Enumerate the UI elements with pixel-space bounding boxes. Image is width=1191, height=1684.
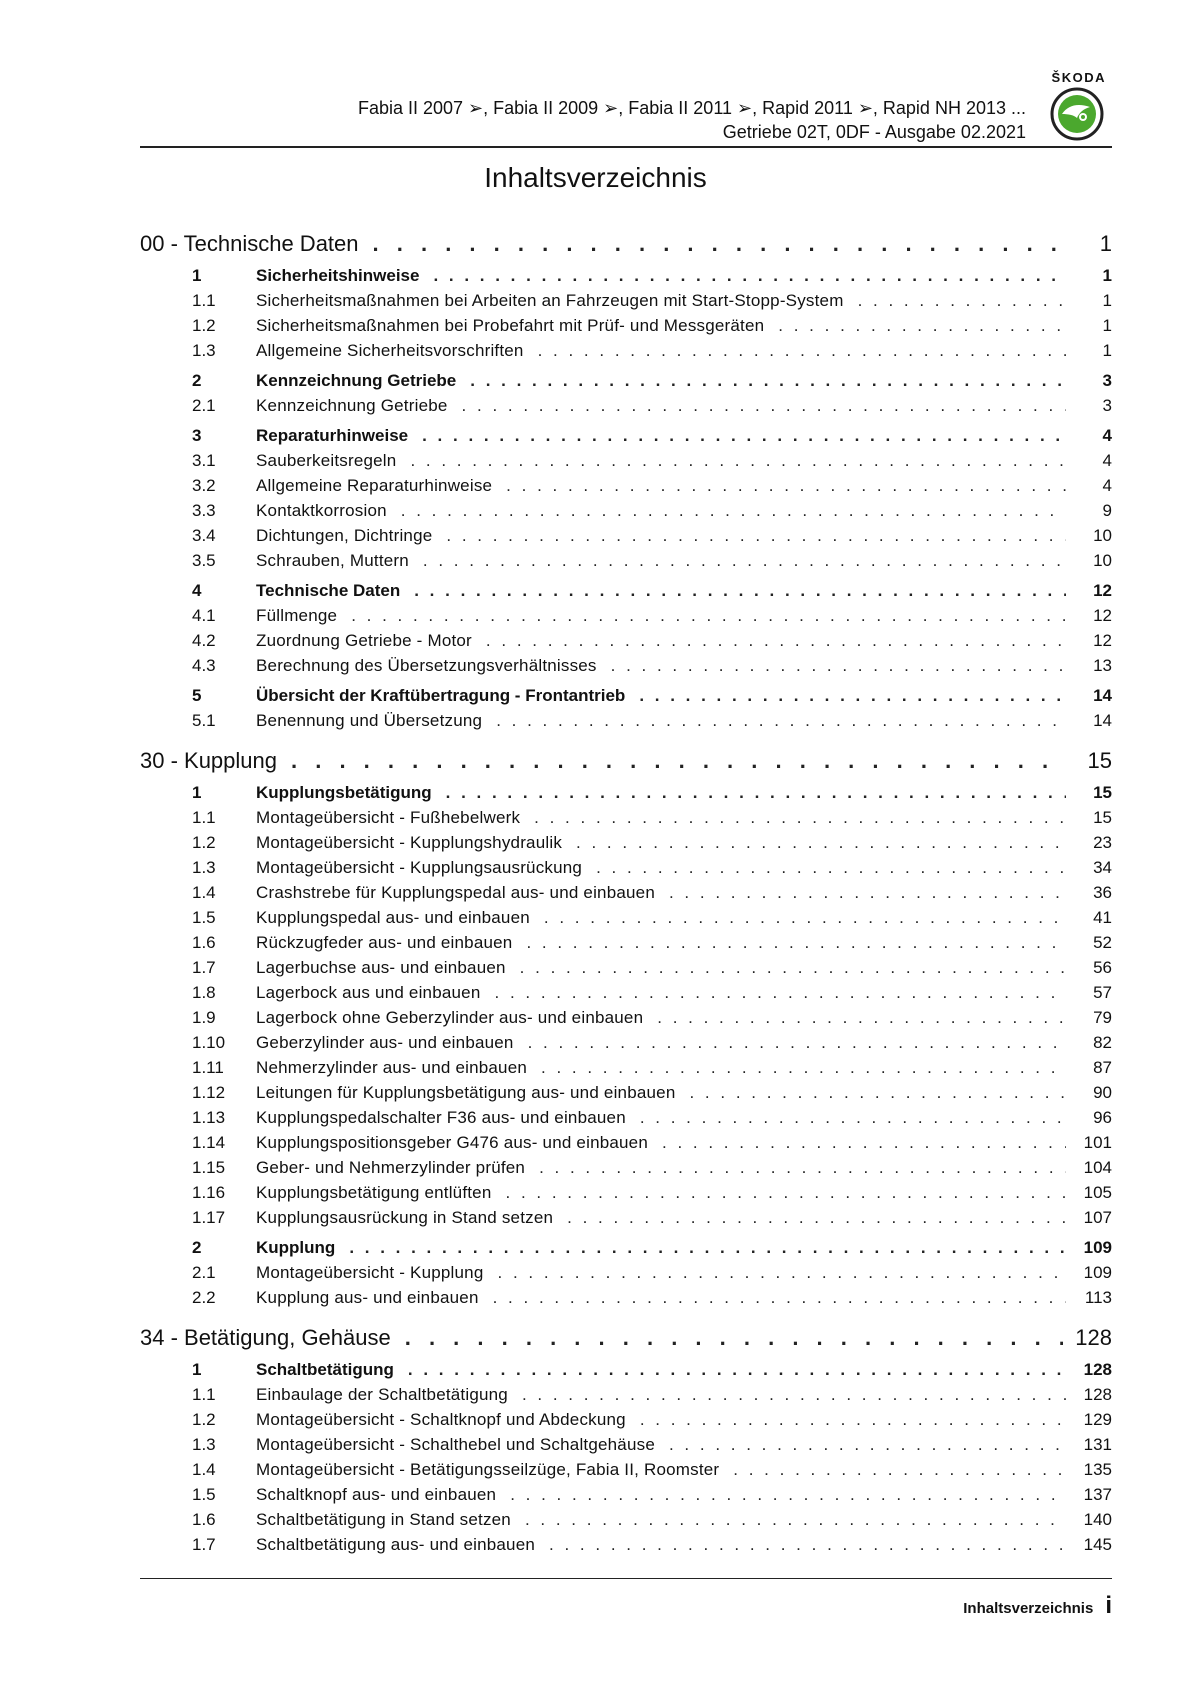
toc-page-number: 107 (1083, 1208, 1112, 1227)
dot-leader (422, 423, 1066, 448)
toc-entry[interactable] (140, 338, 1112, 363)
toc-page-number: 15 (1093, 783, 1112, 802)
skoda-logo-icon (1050, 87, 1104, 141)
toc-number: 4.1 (192, 606, 216, 625)
toc-entry[interactable] (140, 1080, 1112, 1105)
footer-label: Inhaltsverzeichnis (963, 1600, 1094, 1617)
toc-title: Lagerbuchse aus- und einbauen (256, 958, 506, 977)
toc-entry[interactable] (140, 393, 1112, 418)
toc-number: 2.1 (192, 396, 216, 415)
toc-entry[interactable] (140, 955, 1112, 980)
toc-number: 1 (192, 266, 202, 285)
toc-section[interactable] (140, 368, 1112, 393)
toc-page-number: 10 (1093, 551, 1112, 570)
dot-leader (433, 263, 1066, 288)
toc-number: 3.3 (192, 501, 216, 520)
toc-entry[interactable] (140, 1205, 1112, 1230)
toc-entry[interactable] (140, 708, 1112, 733)
toc-page-number: 3 (1102, 371, 1112, 390)
toc-page-number: 1 (1102, 316, 1112, 335)
toc-title: Schaltbetätigung aus- und einbauen (256, 1535, 536, 1554)
toc-page-number: 57 (1093, 983, 1112, 1002)
toc-title: Übersicht der Kraftübertragung - Frontantrieb (256, 686, 626, 705)
toc-entry[interactable] (140, 880, 1112, 905)
toc-number: 1.1 (192, 291, 216, 310)
page-footer (963, 1592, 1112, 1620)
toc-title: Schaltknopf aus- und einbauen (256, 1485, 497, 1504)
dot-leader (689, 1080, 1066, 1105)
toc-entry[interactable] (140, 1260, 1112, 1285)
toc-number: 1.14 (192, 1133, 226, 1152)
dot-leader (611, 653, 1066, 678)
toc-entry[interactable] (140, 288, 1112, 313)
dot-leader (639, 683, 1066, 708)
toc-number: 3 (192, 426, 202, 445)
toc-entry[interactable] (140, 1407, 1112, 1432)
toc-title: Lagerbock ohne Geberzylinder aus- und einbauen (256, 1008, 644, 1027)
toc-entry[interactable] (140, 1005, 1112, 1030)
dot-leader (596, 855, 1066, 880)
dot-leader (541, 1055, 1066, 1080)
toc-title: Kupplungspedal aus- und einbauen (256, 908, 530, 927)
dot-leader (470, 368, 1066, 393)
toc-page-number: 10 (1093, 526, 1112, 545)
toc-page-number: 82 (1093, 1033, 1112, 1052)
dot-leader (486, 628, 1066, 653)
toc-number: 1.4 (192, 883, 216, 902)
toc-page-number: 12 (1093, 606, 1112, 625)
toc-section[interactable] (140, 578, 1112, 603)
toc-page-number: 56 (1093, 958, 1112, 977)
toc-entry[interactable] (140, 1105, 1112, 1130)
toc-number: 4 (192, 581, 202, 600)
dot-leader (567, 1205, 1066, 1230)
toc-number: 3.4 (192, 526, 216, 545)
dot-leader (446, 523, 1066, 548)
toc-page-number: 1 (1102, 266, 1112, 285)
dot-leader (778, 313, 1066, 338)
toc-page-number: 1 (1102, 291, 1112, 310)
toc-title: Reparaturhinweise (256, 426, 409, 445)
toc-number: 1.2 (192, 833, 216, 852)
toc-number: 2 (192, 1238, 202, 1257)
toc-title: Montageübersicht - Schaltknopf und Abdeckung (256, 1410, 626, 1429)
toc-title: Montageübersicht - Kupplungshydraulik (256, 833, 563, 852)
header-text (358, 96, 1026, 144)
page-header (140, 64, 1112, 150)
toc-page-number: 131 (1083, 1435, 1112, 1454)
toc-page-number: 101 (1083, 1133, 1112, 1152)
dot-leader (657, 1005, 1066, 1030)
edition-info: Getriebe 02T, 0DF - Ausgabe 02.2021 (722, 122, 1026, 142)
toc-entry[interactable] (140, 313, 1112, 338)
toc-page-number: 15 (1087, 748, 1112, 773)
toc-entry[interactable] (140, 1030, 1112, 1055)
toc-entry[interactable] (140, 1285, 1112, 1310)
dot-leader (506, 473, 1066, 498)
toc-entry[interactable] (140, 830, 1112, 855)
toc-number: 1.2 (192, 316, 216, 335)
toc-title: Crashstrebe für Kupplungspedal aus- und einbauen (256, 883, 655, 902)
toc-title: 00 - Technische Daten (140, 231, 359, 256)
toc-title: Kontaktkorrosion (256, 501, 387, 520)
dot-leader (493, 1285, 1066, 1310)
toc-number: 3.1 (192, 451, 216, 470)
dot-leader (538, 338, 1066, 363)
toc-entry[interactable] (140, 855, 1112, 880)
toc-entry[interactable] (140, 653, 1112, 678)
toc-number: 1.9 (192, 1008, 216, 1027)
toc-number: 1.6 (192, 933, 216, 952)
toc-number: 1.5 (192, 908, 216, 927)
dot-leader (549, 1532, 1066, 1557)
toc-entry[interactable] (140, 1130, 1112, 1155)
toc-title: Zuordnung Getriebe - Motor (256, 631, 472, 650)
vehicle-models: Fabia II 2007 ➢, Fabia II 2009 ➢, Fabia II 2011 ➢, Rapid 2011 ➢, Rapid NH 2013 ... (357, 98, 1026, 118)
toc-title: Einbaulage der Schaltbetätigung (256, 1385, 508, 1404)
page-number: i (1105, 1592, 1112, 1619)
toc-number: 1.12 (192, 1083, 226, 1102)
toc-chapter[interactable] (140, 230, 1112, 258)
toc-page-number: 145 (1083, 1535, 1112, 1554)
toc-page-number: 13 (1093, 656, 1112, 675)
dot-leader (669, 1432, 1066, 1457)
dot-leader (410, 448, 1066, 473)
toc-entry[interactable] (140, 1457, 1112, 1482)
footer-divider (140, 1578, 1112, 1579)
dot-leader (640, 1105, 1066, 1130)
dot-leader (525, 1507, 1066, 1532)
toc-page-number: 3 (1102, 396, 1112, 415)
toc-title: Lagerbock aus und einbauen (256, 983, 481, 1002)
toc-section[interactable] (140, 1235, 1112, 1260)
dot-leader (510, 1482, 1066, 1507)
toc-title: 34 - Betätigung, Gehäuse (140, 1325, 391, 1350)
toc-title: Benennung und Übersetzung (256, 711, 483, 730)
toc-page-number: 1 (1102, 341, 1112, 360)
page-title: Inhaltsverzeichnis (484, 162, 707, 193)
toc-number: 1.3 (192, 1435, 216, 1454)
toc-number: 5 (192, 686, 202, 705)
toc-page-number: 79 (1093, 1008, 1112, 1027)
toc-page-number: 15 (1093, 808, 1112, 827)
toc-chapter[interactable] (140, 747, 1112, 775)
dot-leader (640, 1407, 1066, 1432)
toc-number: 1.6 (192, 1510, 216, 1529)
dot-leader (401, 498, 1066, 523)
toc-entry[interactable] (140, 1155, 1112, 1180)
toc-page-number: 1 (1099, 231, 1112, 256)
toc-page-number: 113 (1084, 1288, 1112, 1307)
toc-title: Füllmenge (256, 606, 338, 625)
dot-leader (408, 1357, 1066, 1382)
toc-number: 4.2 (192, 631, 216, 650)
toc-title: Schrauben, Muttern (256, 551, 409, 570)
header-divider (140, 146, 1112, 148)
toc-title: Kupplungspedalschalter F36 aus- und einbauen (256, 1108, 626, 1127)
toc-number: 1.7 (192, 958, 216, 977)
toc-number: 1.4 (192, 1460, 216, 1479)
toc-title: 30 - Kupplung (140, 748, 277, 773)
toc-entry[interactable] (140, 628, 1112, 653)
toc-title: Kupplung aus- und einbauen (256, 1288, 479, 1307)
toc-title: Montageübersicht - Kupplung (256, 1263, 484, 1282)
toc-page-number: 87 (1093, 1058, 1112, 1077)
toc-page-number: 4 (1102, 451, 1112, 470)
toc-entry[interactable] (140, 1180, 1112, 1205)
toc-title: Geberzylinder aus- und einbauen (256, 1033, 514, 1052)
table-of-contents (140, 224, 1112, 1557)
toc-number: 4.3 (192, 656, 216, 675)
dot-leader (669, 880, 1066, 905)
dot-leader (528, 1030, 1066, 1055)
toc-entry[interactable] (140, 548, 1112, 573)
toc-page-number: 41 (1093, 908, 1112, 927)
toc-entry[interactable] (140, 603, 1112, 628)
toc-title: Rückzugfeder aus- und einbauen (256, 933, 513, 952)
dot-leader (373, 230, 1066, 258)
toc-page-number: 105 (1083, 1183, 1112, 1202)
dot-leader (522, 1382, 1066, 1407)
toc-title: Kupplung (256, 1238, 336, 1257)
toc-entry[interactable] (140, 448, 1112, 473)
toc-title: Schaltbetätigung (256, 1360, 394, 1379)
toc-page-number: 14 (1093, 711, 1112, 730)
toc-page-number: 14 (1093, 686, 1112, 705)
toc-title: Montageübersicht - Schalthebel und Schaltgehäuse (256, 1435, 655, 1454)
toc-page-number: 23 (1093, 833, 1112, 852)
toc-number: 1.11 (192, 1058, 224, 1077)
toc-number: 1.8 (192, 983, 216, 1002)
dot-leader (414, 578, 1066, 603)
toc-page-number: 109 (1083, 1238, 1112, 1257)
toc-number: 2.1 (192, 1263, 216, 1282)
toc-number: 1 (192, 783, 202, 802)
dot-leader (733, 1457, 1066, 1482)
toc-number: 1.15 (192, 1158, 226, 1177)
toc-page-number: 36 (1093, 883, 1112, 902)
toc-number: 3.2 (192, 476, 216, 495)
toc-page-number: 90 (1093, 1083, 1112, 1102)
toc-title: Nehmerzylinder aus- und einbauen (256, 1058, 528, 1077)
toc-title: Sicherheitshinweise (256, 266, 420, 285)
toc-title: Dichtungen, Dichtringe (256, 526, 433, 545)
toc-title: Sicherheitsmaßnahmen bei Arbeiten an Fahrzeugen mit Start-Stopp-System (256, 291, 844, 310)
toc-section[interactable] (140, 780, 1112, 805)
dot-leader (506, 1180, 1067, 1205)
dot-leader (858, 288, 1066, 313)
toc-title: Kennzeichnung Getriebe (256, 371, 457, 390)
toc-entry[interactable] (140, 1532, 1112, 1557)
toc-page-number: 109 (1083, 1263, 1112, 1282)
toc-entry[interactable] (140, 523, 1112, 548)
toc-title: Montageübersicht - Kupplungsausrückung (256, 858, 583, 877)
toc-entry[interactable] (140, 498, 1112, 523)
toc-title: Kupplungsbetätigung (256, 783, 432, 802)
dot-leader (534, 805, 1066, 830)
toc-section[interactable] (140, 263, 1112, 288)
toc-chapter[interactable] (140, 1324, 1112, 1352)
toc-title: Leitungen für Kupplungsbetätigung aus- und einbauen (256, 1083, 676, 1102)
toc-number: 1.5 (192, 1485, 216, 1504)
toc-number: 1.1 (192, 1385, 216, 1404)
toc-number: 1.1 (192, 808, 216, 827)
toc-page-number: 9 (1102, 501, 1112, 520)
toc-entry[interactable] (140, 473, 1112, 498)
toc-entry[interactable] (140, 1382, 1112, 1407)
dot-leader (520, 955, 1066, 980)
toc-number: 1.2 (192, 1410, 216, 1429)
toc-number: 1.10 (192, 1033, 226, 1052)
toc-number: 3.5 (192, 551, 216, 570)
toc-number: 1.16 (192, 1183, 226, 1202)
toc-number: 1.3 (192, 858, 216, 877)
toc-page-number: 140 (1083, 1510, 1112, 1529)
toc-page-number: 104 (1083, 1158, 1112, 1177)
toc-page-number: 4 (1102, 476, 1112, 495)
toc-entry[interactable] (140, 805, 1112, 830)
toc-section[interactable] (140, 683, 1112, 708)
toc-page-number: 128 (1083, 1360, 1112, 1379)
toc-entry[interactable] (140, 980, 1112, 1005)
dot-leader (576, 830, 1066, 855)
toc-page-number: 34 (1093, 858, 1112, 877)
toc-page-number: 4 (1102, 426, 1112, 445)
toc-entry[interactable] (140, 1055, 1112, 1080)
toc-entry[interactable] (140, 1482, 1112, 1507)
toc-page-number: 52 (1093, 933, 1112, 952)
toc-title: Schaltbetätigung in Stand setzen (256, 1510, 511, 1529)
toc-title: Sauberkeitsregeln (256, 451, 397, 470)
dot-leader (405, 1324, 1064, 1352)
dot-leader (539, 1155, 1066, 1180)
dot-leader (291, 747, 1066, 775)
toc-entry[interactable] (140, 930, 1112, 955)
toc-page-number: 129 (1083, 1410, 1112, 1429)
dot-leader (351, 603, 1066, 628)
toc-number: 1.13 (192, 1108, 226, 1127)
toc-page-number: 12 (1093, 581, 1112, 600)
toc-title: Kennzeichnung Getriebe (256, 396, 448, 415)
dot-leader (495, 980, 1067, 1005)
toc-section[interactable] (140, 1357, 1112, 1382)
toc-title: Allgemeine Reparaturhinweise (256, 476, 493, 495)
toc-page-number: 137 (1083, 1485, 1112, 1504)
dot-leader (498, 1260, 1067, 1285)
toc-title: Montageübersicht - Betätigungsseilzüge, Fabia II, Roomster (256, 1460, 720, 1479)
toc-number: 2.2 (192, 1288, 216, 1307)
dot-leader (349, 1235, 1066, 1260)
toc-title: Berechnung des Übersetzungsverhältnisses (256, 656, 597, 675)
toc-number: 1.3 (192, 341, 216, 360)
toc-title: Kupplungsausrückung in Stand setzen (256, 1208, 554, 1227)
toc-title: Kupplungspositionsgeber G476 aus- und einbauen (256, 1133, 648, 1152)
toc-title: Technische Daten (256, 581, 401, 600)
brand-name: ŠKODA (1051, 70, 1106, 85)
toc-number: 1.7 (192, 1535, 216, 1554)
toc-number: 1 (192, 1360, 202, 1379)
toc-page-number: 12 (1093, 631, 1112, 650)
dot-leader (544, 905, 1066, 930)
toc-section[interactable] (140, 423, 1112, 448)
dot-leader (462, 393, 1066, 418)
dot-leader (496, 708, 1066, 733)
toc-title: Allgemeine Sicherheitsvorschriften (256, 341, 524, 360)
dot-leader (423, 548, 1066, 573)
dot-leader (446, 780, 1066, 805)
toc-title: Montageübersicht - Fußhebelwerk (256, 808, 521, 827)
toc-title: Sicherheitsmaßnahmen bei Probefahrt mit Prüf- und Messgeräten (256, 316, 765, 335)
toc-page-number: 128 (1083, 1385, 1112, 1404)
toc-title: Geber- und Nehmerzylinder prüfen (256, 1158, 526, 1177)
toc-entry[interactable] (140, 905, 1112, 930)
toc-number: 5.1 (192, 711, 216, 730)
toc-page-number: 128 (1075, 1325, 1112, 1350)
dot-leader (662, 1130, 1066, 1155)
toc-page-number: 135 (1083, 1460, 1112, 1479)
toc-number: 1.17 (192, 1208, 226, 1227)
toc-number: 2 (192, 371, 202, 390)
toc-page-number: 96 (1093, 1108, 1112, 1127)
toc-title: Kupplungsbetätigung entlüften (256, 1183, 492, 1202)
dot-leader (526, 930, 1066, 955)
toc-entry[interactable] (140, 1432, 1112, 1457)
toc-entry[interactable] (140, 1507, 1112, 1532)
